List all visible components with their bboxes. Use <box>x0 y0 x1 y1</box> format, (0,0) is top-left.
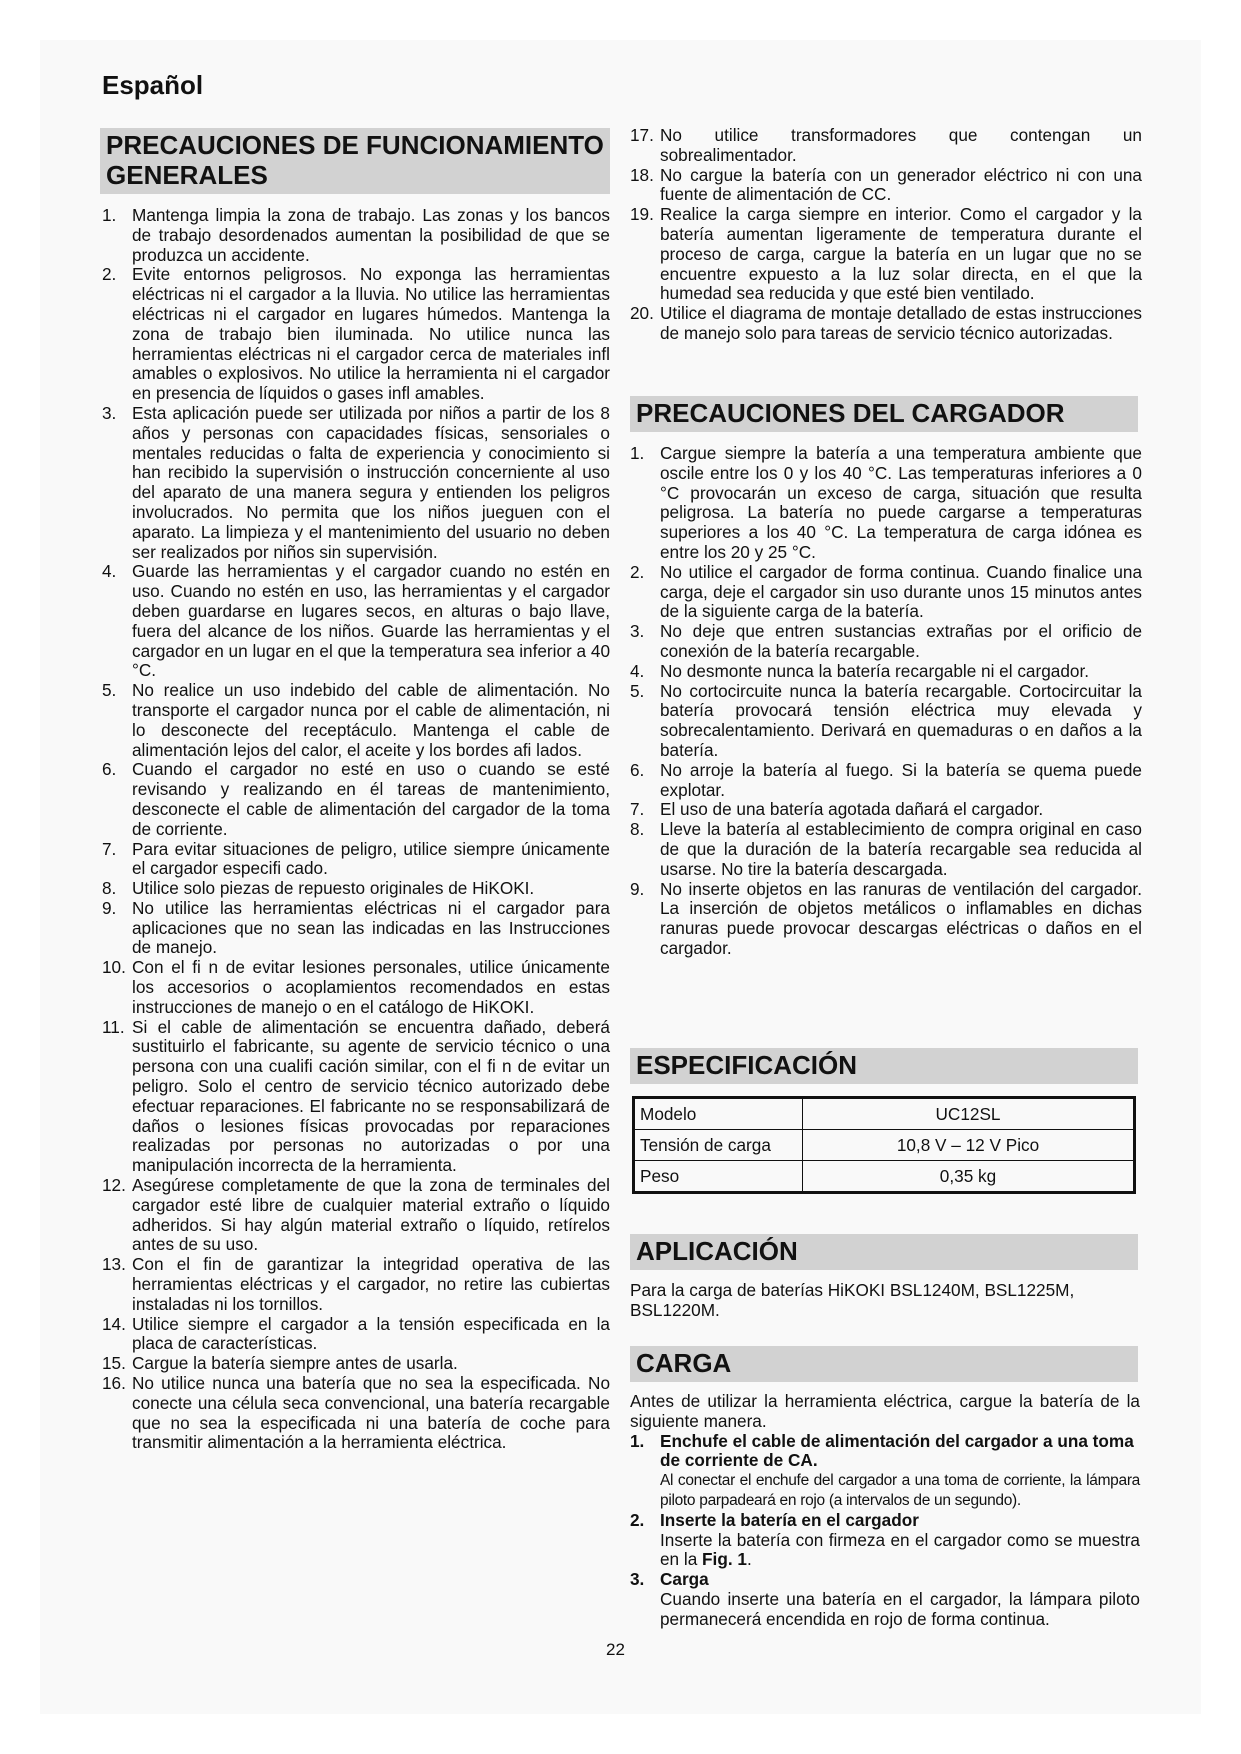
general-precautions-list <box>102 206 610 1453</box>
list-item: 8. Lleve la batería al establecimiento de compra original en caso de que la duración de la batería recargable sea reducida al usarse. No tire la batería descargada. <box>630 819 1142 879</box>
list-item: 16. No utilice nunca una batería que no sea la especificada. No conecte una célula seca convencional, una batería recargable que no sea la especificada ni una batería de coche para transmitir alimentación a la herramienta eléctrica. <box>102 1373 610 1453</box>
list-item: 4. Guarde las herramientas y el cargador cuando no estén en uso. Cuando no estén en uso, las herramientas y el cargador deben guardarse en lugares secos, en alturas o bajo llave, fuera del alcance de los niños. Guarde las herramientas y el cargador en un lugar en el que la temperatura sea inferior a 40 °C. <box>102 561 610 681</box>
charging-step-title: 2. Inserte la batería en el cargador <box>630 1509 919 1530</box>
application-text: Para la carga de baterías HiKOKI BSL1240M, BSL1225M, BSL1220M. <box>630 1280 1075 1320</box>
charger-precautions-list <box>630 444 1142 959</box>
list-item: 17. No utilice transformadores que contengan un sobrealimentador. <box>630 125 1142 165</box>
list-item: 9. No inserte objetos en las ranuras de ventilación del cargador. La inserción de objetos metálicos o inflamables en dichas ranuras puede provocar descargas eléctricas o daños en el cargador. <box>630 878 1142 958</box>
list-item: 15. Cargue la batería siempre antes de usarla. <box>102 1353 458 1374</box>
list-item: 5. No realice un uso indebido del cable de alimentación. No transporte el cargador nunca por el cable de alimentación, ni lo desconecte del receptáculo. Mantenga el cable de alimentación lejos del calor, el aceite y los bordes afi lados. <box>102 680 610 760</box>
charging-step-title: 1. Enchufe el cable de alimentación del cargador a una toma de corriente de CA. <box>630 1430 1134 1471</box>
list-item: 3. Esta aplicación puede ser utilizada por niños a partir de los 8 años y personas con capacidades físicas, sensoriales o mentales reducidas o falta de experiencia y conocimiento si han recibido la supervisión o instrucción concerniente al uso del aparato de una manera segura y entienden los peligros involucrados. No permita que los niños jueguen con el aparato. La limpieza y el mantenimiento del usuario no deben ser realizados por niños sin supervisión. <box>102 402 610 562</box>
page-number: 22 <box>606 1640 625 1659</box>
charging-step-text: Cuando inserte una batería en el cargador, la lámpara piloto permanecerá encendida en rojo de forma continua. <box>660 1588 1140 1629</box>
list-item: 9. No utilice las herramientas eléctricas ni el cargador para aplicaciones que no sean las indicadas en las Instrucciones de manejo. <box>102 897 610 958</box>
charging-step-text: Inserte la batería con firmeza en el cargador como se muestra en la Fig. 1. <box>660 1529 1140 1570</box>
specification-heading: ESPECIFICACIÓN <box>630 1048 1138 1084</box>
charging-step-text: Al conectar el enchufe del cargador a una toma de corriente, la lámpara piloto parpadeará en rojo (a intervalos de un segundo). <box>660 1472 1140 1509</box>
figure-reference: Fig. 1 <box>702 1549 747 1570</box>
language-label: Español <box>102 70 204 100</box>
application-heading: APLICACIÓN <box>630 1234 1138 1270</box>
specification-table <box>632 1096 1136 1194</box>
list-item: 19. Realice la carga siempre en interior. Como el cargador y la batería aumentan ligeramente de temperatura durante el proceso de carga, cargue la batería en un lugar que no se encuentre expuesto a la luz solar directa, en el que la humedad sea reducida y que esté bien ventilado. <box>630 204 1142 304</box>
list-item: 20. Utilice el diagrama de montaje detallado de estas instrucciones de manejo solo para tareas de servicio técnico autorizadas. <box>630 303 1142 343</box>
list-item: 18. No cargue la batería con un generador eléctrico ni con una fuente de alimentación de CC. <box>630 164 1142 205</box>
general-precautions-continued <box>630 126 1142 344</box>
list-item: 2. No utilice el cargador de forma continua. Cuando finalice una carga, deje el cargador sin uso durante unos 15 minutos antes de la siguiente carga de la batería. <box>630 561 1142 622</box>
list-item: 4. No desmonte nunca la batería recargable ni el cargador. <box>630 660 1089 681</box>
spec-value: UC12SL <box>803 1098 1135 1130</box>
table-row <box>634 1161 1135 1193</box>
spec-label: Peso <box>634 1161 803 1193</box>
charging-section <box>630 1392 1140 1630</box>
list-item: 10. Con el fi n de evitar lesiones personales, utilice únicamente los accesorios o acoplamientos recomendados en estas instrucciones de manejo o en el catálogo de HiKOKI. <box>102 957 610 1017</box>
table-row <box>634 1098 1135 1130</box>
spec-value: 0,35 kg <box>803 1161 1135 1193</box>
spec-label: Tensión de carga <box>634 1130 803 1161</box>
charging-heading: CARGA <box>630 1346 1138 1382</box>
list-item: 14. Utilice siempre el cargador a la tensión especificada en la placa de características. <box>102 1313 610 1354</box>
list-item: 1. Mantenga limpia la zona de trabajo. Las zonas y los bancos de trabajo desordenados aumentan la posibilidad de que se produzca un accidente. <box>102 205 610 265</box>
list-item: 6. Cuando el cargador no esté en uso o cuando se esté revisando y realizando en él tareas de mantenimiento, desconecte el cable de alimentación del cargador de la toma de corriente. <box>102 759 610 839</box>
list-item: 13. Con el fin de garantizar la integridad operativa de las herramientas eléctricas y el cargador, no retire las cubiertas instaladas ni los tornillos. <box>102 1254 610 1314</box>
list-item: 2. Evite entornos peligrosos. No exponga las herramientas eléctricas ni el cargador a la lluvia. No utilice las herramientas eléctricas ni el cargador en lugares húmedos. Mantenga la zona de trabajo bien iluminada. No utilice nunca las herramientas eléctricas ni el cargador cerca de materiales infl amables o explosivos. No utilice la herramienta ni el cargador en presencia de líquidos o gases infl amables. <box>102 264 610 404</box>
list-item: 6. No arroje la batería al fuego. Si la batería se quema puede explotar. <box>630 759 1142 800</box>
charger-precautions-heading: PRECAUCIONES DEL CARGADOR <box>630 396 1138 432</box>
list-item: 7. El uso de una batería agotada dañará el cargador. <box>630 799 1044 820</box>
general-precautions-heading: PRECAUCIONES DE FUNCIONAMIENTO GENERALES <box>100 128 610 194</box>
list-item: 1. Cargue siempre la batería a una temperatura ambiente que oscile entre los 0 y los 40 °C. Las temperaturas inferiores a 0 °C provocarán un exceso de carga, situación que resulta peligrosa. La batería no puede cargarse a temperaturas superiores a los 40 °C. La temperatura de carga idónea es entre los 20 y 25 °C. <box>630 443 1142 562</box>
list-item: 7. Para evitar situaciones de peligro, utilice siempre únicamente el cargador especifi cado. <box>102 838 610 879</box>
list-item: 11. Si el cable de alimentación se encuentra dañado, deberá sustituirlo el fabricante, su agente de servicio técnico o una persona con una cualifi cación similar, con el fi n de evitar un peligro. Solo el centro de servicio técnico autorizado debe efectuar reparaciones. El fabricante no se responsabilizará de daños o lesiones físicas provocadas por reparaciones realizadas por personas no autorizadas o por una manipulación incorrecta de la herramienta. <box>102 1016 610 1176</box>
spec-value: 10,8 V – 12 V Pico <box>803 1130 1135 1161</box>
list-item: 12. Asegúrese completamente de que la zona de terminales del cargador esté libre de cualquier material extraño o líquido adheridos. Si hay algún material extraño o líquido, retírelos antes de su uso. <box>102 1175 610 1255</box>
charging-step-title: 3. Carga <box>630 1569 709 1590</box>
table-row <box>634 1130 1135 1161</box>
list-item: 8. Utilice solo piezas de repuesto originales de HiKOKI. <box>102 878 535 899</box>
list-item: 5. No cortocircuite nunca la batería recargable. Cortocircuitar la batería provocará tensión eléctrica muy elevada y sobrecalentamiento. Derivará en quemaduras o en daños a la batería. <box>630 680 1142 760</box>
spec-label: Modelo <box>634 1098 803 1130</box>
charging-intro: Antes de utilizar la herramienta eléctrica, cargue la batería de la siguiente manera. <box>630 1391 1140 1431</box>
list-item: 3. No deje que entren sustancias extrañas por el orificio de conexión de la batería recargable. <box>630 621 1142 661</box>
